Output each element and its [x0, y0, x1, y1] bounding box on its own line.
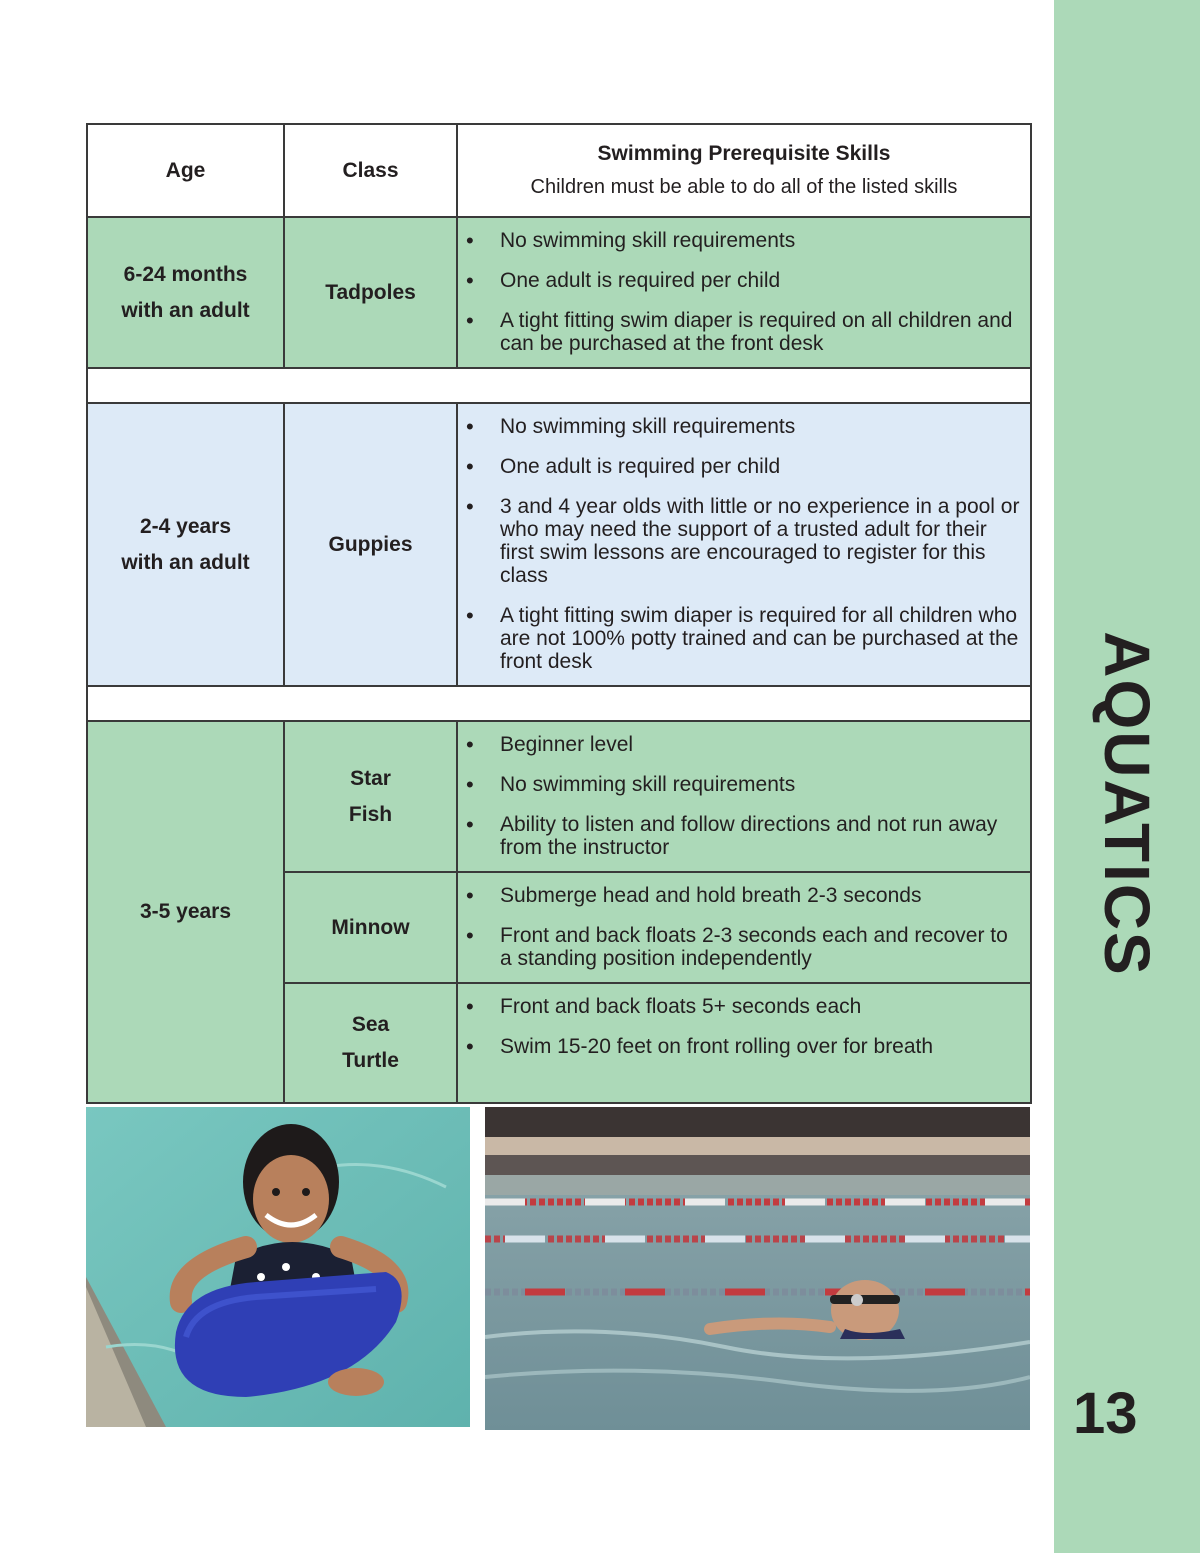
age-cell	[87, 403, 284, 686]
table-row	[87, 217, 1031, 368]
skills-header-title: Swimming Prerequisite Skills	[597, 142, 891, 165]
skills-cell	[457, 217, 1031, 368]
age-line: 2-4 years	[139, 514, 232, 538]
skills-cell	[457, 403, 1031, 686]
section-title: AQUATICS	[1091, 631, 1163, 977]
spacer-row	[87, 686, 1031, 721]
class-column-header: Class	[284, 124, 457, 217]
skills-list	[458, 722, 1030, 871]
list-item: • A tight fitting swim diaper is required on all children and can be purchased at the front desk	[458, 309, 1022, 355]
age-cell	[87, 721, 284, 1103]
list-item: • Submerge head and hold breath 2-3 seconds	[458, 884, 1022, 907]
skills-cell	[457, 983, 1031, 1103]
class-name: Turtle	[342, 1049, 399, 1072]
class-cell	[284, 217, 457, 368]
list-item: • Swim 15-20 feet on front rolling over for breath	[458, 1035, 1022, 1058]
age-line: 6-24 months	[123, 262, 248, 286]
list-item: • No swimming skill requirements	[458, 415, 1022, 438]
list-item: • No swimming skill requirements	[458, 229, 1022, 252]
age-line: with an adult	[121, 298, 250, 322]
table-row	[87, 721, 1031, 872]
list-item: • 3 and 4 year olds with little or no experience in a pool or who may need the support of a trusted adult for their first swim lessons are encouraged to register for this class	[458, 495, 1022, 587]
skills-header-subtitle: Children must be able to do all of the listed skills	[530, 176, 958, 198]
girl-with-kickboard-photo	[86, 1107, 470, 1427]
list-item: • Ability to listen and follow directions and not run away from the instructor	[458, 813, 1022, 859]
class-name: Tadpoles	[325, 280, 416, 304]
class-name: Sea	[351, 1013, 390, 1036]
list-item: • One adult is required per child	[458, 269, 1022, 292]
age-column-header: Age	[87, 124, 284, 217]
age-line: 3-5 years	[139, 900, 232, 923]
swim-classes-table	[86, 123, 1032, 1104]
skills-list	[458, 218, 1030, 367]
class-cell	[284, 983, 457, 1103]
skills-list	[458, 984, 1030, 1070]
list-item: • No swimming skill requirements	[458, 773, 1022, 796]
class-cell	[284, 721, 457, 872]
skills-column-header	[457, 124, 1031, 217]
age-line: with an adult	[121, 550, 250, 574]
list-item: • Beginner level	[458, 733, 1022, 756]
list-item: • One adult is required per child	[458, 455, 1022, 478]
age-cell	[87, 217, 284, 368]
list-item: • Front and back floats 5+ seconds each	[458, 995, 1022, 1018]
class-cell	[284, 872, 457, 983]
table-header-row	[87, 124, 1031, 217]
spacer-row	[87, 368, 1031, 403]
skills-list	[458, 873, 1030, 982]
skills-cell	[457, 721, 1031, 872]
class-name: Star	[350, 766, 391, 790]
class-name: Fish	[348, 802, 393, 826]
list-item: • A tight fitting swim diaper is required for all children who are not 100% potty trained and can be purchased at the front desk	[458, 604, 1022, 673]
table-row	[87, 403, 1031, 686]
class-name: Guppies	[328, 532, 413, 556]
class-name: Minnow	[331, 915, 410, 939]
skills-list	[458, 404, 1030, 685]
class-cell	[284, 403, 457, 686]
child-swimming-lane-photo	[485, 1107, 1030, 1430]
skills-cell	[457, 872, 1031, 983]
list-item: • Front and back floats 2-3 seconds each and recover to a standing position independently	[458, 924, 1022, 970]
page-number: 13	[1073, 1381, 1138, 1446]
